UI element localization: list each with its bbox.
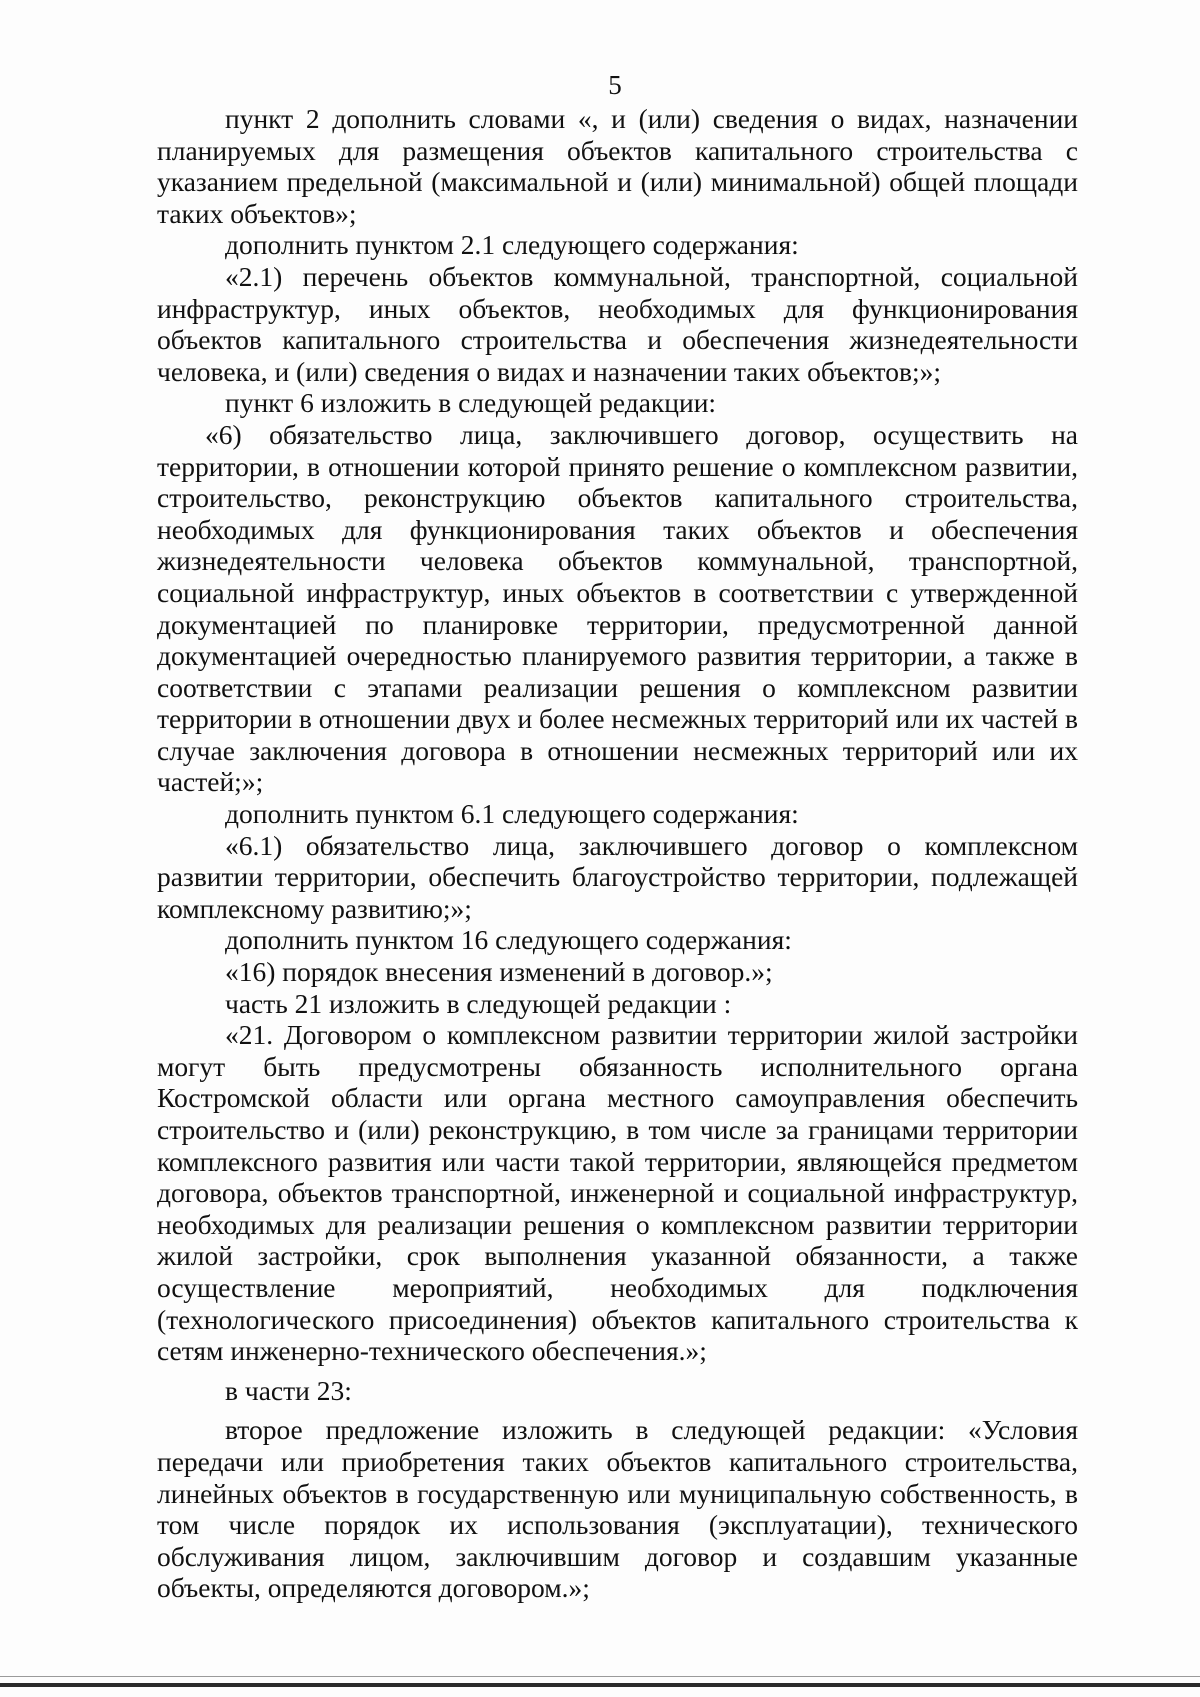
- paragraph-1: пункт 2 дополнить словами «, и (или) сведения о видах, назначении планируемых для размещения объектов капитального строительства с указанием предельной (максимальной и (или) минимальной) общей площади таких объектов»;: [157, 103, 1078, 229]
- page-number: 5: [608, 70, 622, 100]
- paragraph-7: «6.1) обязательство лица, заключившего договор о комплексном развитии территории, обеспечить благоустройство территории, подлежащей комплексному развитию;»;: [157, 829, 1078, 924]
- paragraph-5: «6) обязательство лица, заключившего договор, осуществить на территории, в отношении которой принято решение о комплексном развитии, строительство, реконструкцию объектов капитального строительства, необходимых для функционирования таких объектов и обеспечения жизнедеятельности человека объектов коммунальной, транспортной, социальной инфраструктур, иных объектов в соответствии с утвержденной документацией по планировке территории, предусмотренной данной документацией очередностью планируемого развития территории, а также в соответствии с этапами реализации решения о комплексном развитии территории в отношении двух и более несмежных территорий или их частей в случае заключения договора в отношении несмежных территорий или их частей;»;: [157, 418, 1078, 798]
- paragraph-2: дополнить пунктом 2.1 следующего содержания:: [225, 229, 799, 261]
- paragraph-11: «21. Договором о комплексном развитии территории жилой застройки могут быть предусмотрены обязанность исполнительного органа Костромской области или органа местного самоуправления обеспечить строительство и (или) реконструкцию, в том числе за границами территории комплексного развития или части такой территории, являющейся предметом договора, объектов транспортной, инженерной и социальной инфраструктур, необходимых для реализации решения о комплексном развитии территории жилой застройки, срок выполнения указанной обязанности, а также осуществление мероприятий, необходимых для подключения (технологического присоединения) объектов капитального строительства к сетям инженерно-технического обеспечения.»;: [157, 1019, 1078, 1367]
- paragraph-12: в части 23:: [225, 1374, 352, 1406]
- bottom-scan-border: [0, 1683, 1200, 1687]
- document-body: [157, 103, 1078, 1604]
- paragraph-4: пункт 6 изложить в следующей редакции:: [225, 387, 717, 419]
- paragraph-3: «2.1) перечень объектов коммунальной, транспортной, социальной инфраструктур, иных объектов, необходимых для функционирования объектов капитального строительства и обеспечения жизнедеятельности человека, и (или) сведения о видах и назначении таких объектов;»;: [157, 260, 1078, 387]
- paragraph-13: второе предложение изложить в следующей редакции: «Условия передачи или приобретения таких объектов капитального строительства, линейных объектов в государственную или муниципальную собственность, в том числе порядок их использования (эксплуатации), технического обслуживания лицом, заключившим договор и создавшим указанные объекты, определяются договором.»;: [157, 1414, 1078, 1604]
- paragraph-8: дополнить пунктом 16 следующего содержания:: [225, 924, 792, 956]
- paragraph-6: дополнить пунктом 6.1 следующего содержания:: [225, 798, 799, 830]
- paragraph-9: «16) порядок внесения изменений в договор.»;: [225, 956, 773, 988]
- bottom-edge-line: [0, 1676, 1200, 1677]
- paragraph-10: часть 21 изложить в следующей редакции :: [225, 987, 732, 1019]
